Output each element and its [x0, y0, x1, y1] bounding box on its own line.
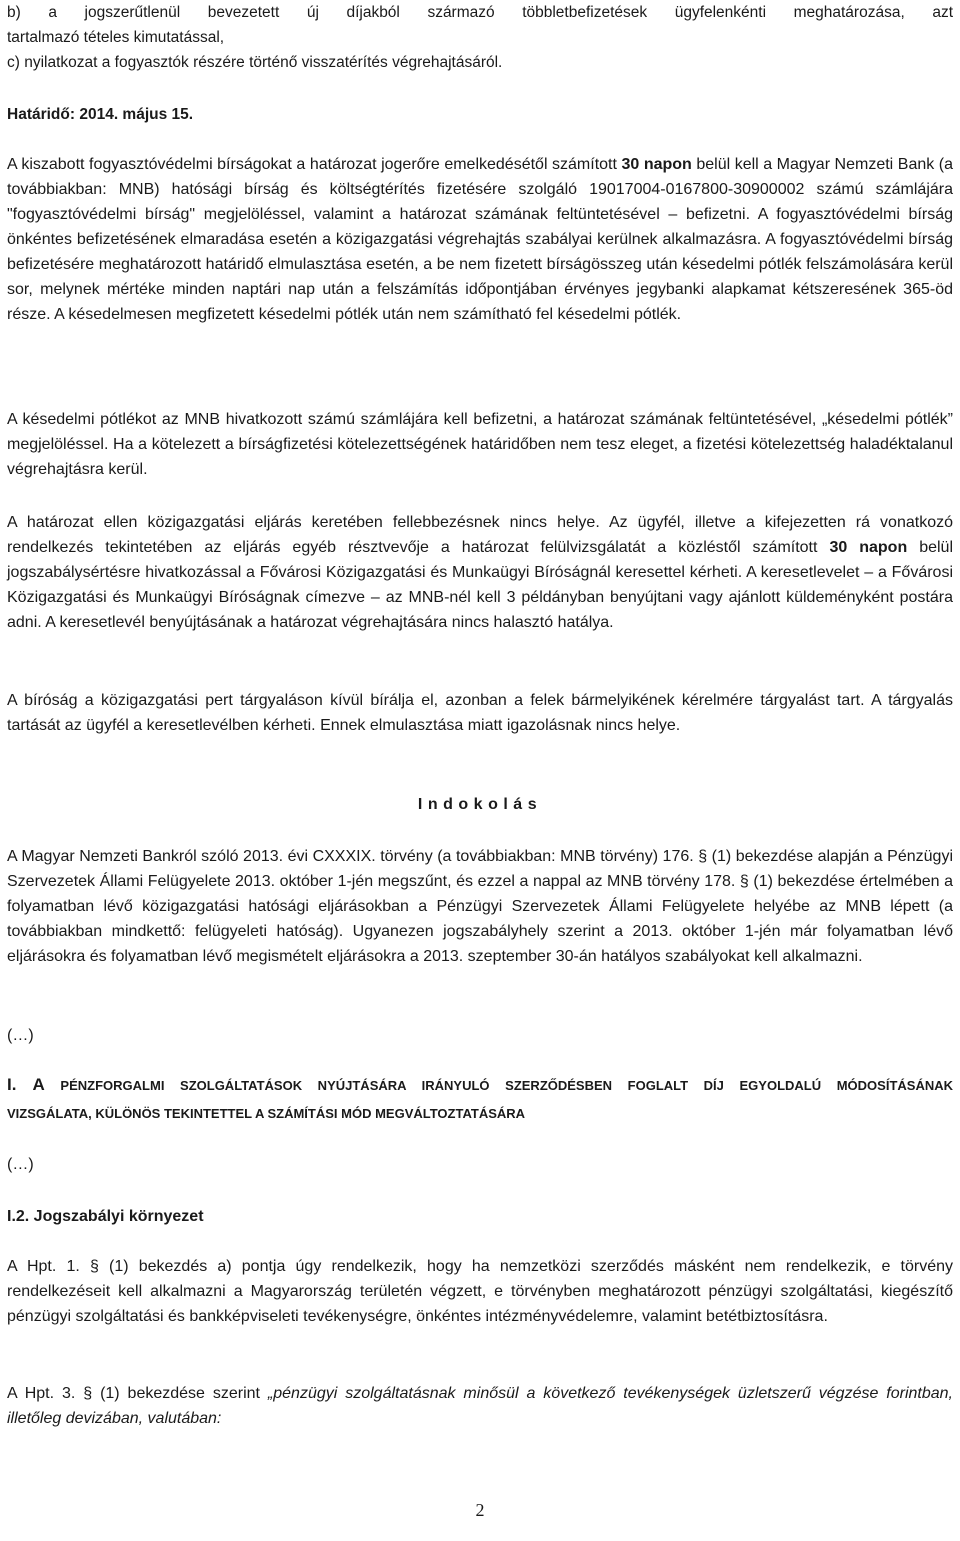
p7-quote: „pénzügyi szolgáltatásnak minősül a következő tevékenységek üzletszerű végzése forintban, illetőleg devizában, valutában:	[7, 1385, 954, 1427]
page-number: 2	[475, 1500, 485, 1520]
paragraph-mnb-law: A Magyar Nemzeti Bankról szóló 2013. évi CXXXIX. törvény (a továbbiakban: MNB törvény) 176. § (1) bekezdése alapján a Pénzügyi Szervezetek Állami Felügyelete 2013. október 1-jén megszűnt, és ezzel a nappal az MNB törvény 178. § (1) bekezdése értelmében a folyamatban lévő közigazgatási hatósági eljárásokban a Pénzügyi Szervezetek Állami Felügyelete helyébe az MNB lépett (a továbbiakban mindkettő: felügyeleti hatóság). Ugyanezen jogszabályhely szerint a 2013. október 1-jén már folyamatban lévő eljárásokra és folyamatban lévő megismételt eljárásokra a 2013. szeptember 30-án hatályos szabályokat kell alkalmazni.	[7, 848, 953, 965]
heading-i-number: I.	[7, 1075, 33, 1094]
paragraph-hpt-3	[7, 1381, 953, 1431]
paragraph-court: A bíróság a közigazgatási pert tárgyaláson kívül bírálja el, azonban a felek bármelyikének kérelmére tárgyalást tart. A tárgyalás tartását az ügyfél a keresetlevélben kérheti. Ennek elmulasztása miatt igazolásnak nincs helye.	[7, 692, 953, 734]
p3-text-a: A határozat ellen közigazgatási eljárás keretében fellebbezésnek nincs helye. Az ügyfél, illetve a kifejezetten rá vonatkozó rendelkezés tekintetében az eljárás egyéb résztvevője a határozat felülvizsgálatát a közléstől számított	[7, 514, 953, 556]
p3-text-b: belül jogszabálysértésre hivatkozással a Fővárosi Közigazgatási és Munkaügyi Bíróságnál keresettel kérheti. A keresetlevelet – a Fővárosi Közigazgatási és Munkaügyi Bíróságnak címezve – az MNB-nél kell 3 példányban benyújtani vagy ajánlott küldeményként postára adni. A keresetlevél benyújtásának a határozat végrehajtására nincs halasztó hatálya.	[7, 539, 954, 631]
p1-text-a: A kiszabott fogyasztóvédelmi bírságokat a határozat jogerőre emelkedésétől számított	[7, 156, 622, 173]
item-b	[7, 0, 953, 50]
p3-bold: 30 napon	[829, 539, 908, 556]
deadline: Határidő: 2014. május 15.	[7, 106, 194, 123]
heading-i-cap: A	[32, 1075, 45, 1094]
paragraph-appeal	[7, 510, 953, 635]
heading-legal-environment: I.2. Jogszabályi környezet	[7, 1208, 204, 1225]
p1-bold: 30 napon	[621, 156, 692, 173]
paragraph-fine-payment	[7, 152, 953, 327]
ellipsis: (…)	[7, 1156, 34, 1173]
p7-text: A Hpt. 3. § (1) bekezdése szerint	[7, 1385, 268, 1402]
paragraph-hpt-1: A Hpt. 1. § (1) bekezdés a) pontja úgy rendelkezik, hogy ha nemzetközi szerződés másként nem rendelkezik, e törvény rendelkezéseit kell alkalmazni a Magyarország területén végzett, e törvényben meghatározott pénzügyi szolgáltatási, kiegészítő pénzügyi szolgáltatási és bankképviseleti tevékenységre, önkéntes intézményvédelemre, valamint betétbiztosításra.	[7, 1258, 953, 1325]
section-title: Indokolás	[417, 796, 543, 813]
p1-text-b: belül kell a Magyar Nemzeti Bank (a továbbiakban: MNB) hatósági bírság és költségtérítés fizetésére szolgáló 19017004-0167800-30900002 számú számlájára "fogyasztóvédelmi bírság" megjelöléssel, valamint a határozat számának feltüntetésével – befizetni. A fogyasztóvédelmi bírság önkéntes befizetésének elmaradása esetén a közigazgatási végrehajtás szabályai kerülnek alkalmazásra. A fogyasztóvédelmi bírság befizetésére meghatározott határidő elmulasztása esetén, a be nem fizetett bírságösszeg után késedelmi pótlék felszámolására kerül sor, melynek mértéke minden naptári nap után a felszámítás időpontjában érvényes jegybanki alapkamat kétszeresének 365-öd része. A késedelmesen megfizetett késedelmi pótlék után nem számítható fel késedelmi pótlék.	[7, 156, 954, 323]
heading-section-i	[7, 1071, 953, 1128]
item-c: c) nyilatkozat a fogyasztók részére történő visszatérítés végrehajtásáról.	[7, 54, 503, 71]
heading-i-line2: VIZSGÁLATA, KÜLÖNÖS TEKINTETTEL A SZÁMÍTÁSI MÓD MEGVÁLTOZTATÁSÁRA	[7, 1106, 526, 1121]
item-b-line1: b) a jogszerűtlenül bevezetett új díjakból származó többletbefizetések ügyfelenkénti meghatározása, azt	[7, 4, 953, 21]
ellipsis: (…)	[7, 1027, 34, 1044]
item-b-line2: tartalmazó tételes kimutatással,	[7, 29, 225, 46]
paragraph-late-fee: A késedelmi pótlékot az MNB hivatkozott számú számlájára kell befizetni, a határozat számának feltüntetésével, „késedelmi pótlék” megjelöléssel. Ha a kötelezett a bírságfizetési kötelezettségének határidőben nem tesz eleget, a fizetési kötelezettség haladéktalanul végrehajtásra kerül.	[7, 411, 953, 478]
heading-i-line1: PÉNZFORGALMI SZOLGÁLTATÁSOK NYÚJTÁSÁRA IRÁNYULÓ SZERZŐDÉSBEN FOGLALT DÍJ EGYOLDALÚ MÓDOSÍTÁSÁNAK	[44, 1078, 954, 1093]
